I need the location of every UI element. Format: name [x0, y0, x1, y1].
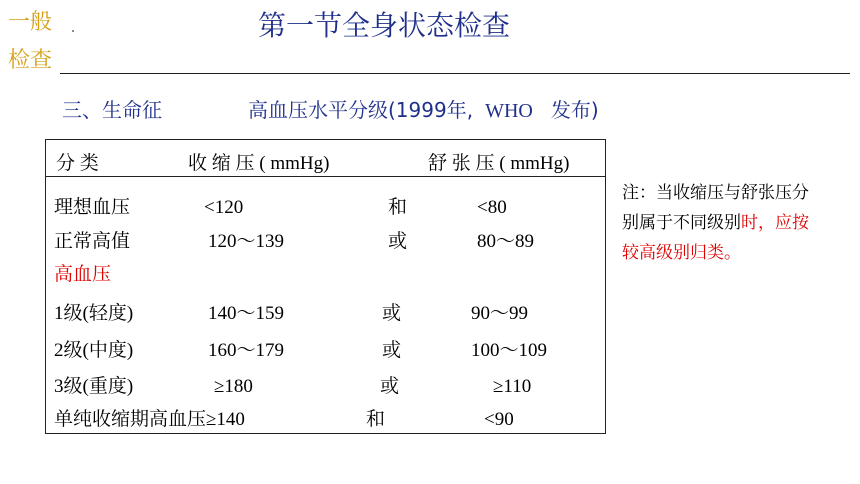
header-diastolic: 舒 张 压 ( mmHg) [428, 153, 570, 174]
footnote-highlight: 时，应按较高级别归类。 [622, 213, 809, 263]
header-rule [60, 73, 850, 74]
blood-pressure-table [45, 139, 606, 434]
header-category: 分 类 [56, 153, 99, 174]
row-category: 3级(重度) [54, 376, 134, 397]
row-systolic: 160～179 [208, 340, 285, 361]
footnote [622, 178, 822, 268]
caption-suffix: 发布) [550, 98, 599, 122]
page-title: 第一节全身状态检查 [258, 9, 511, 42]
row-systolic: 120～139 [208, 231, 285, 252]
row-category: 2级(中度) [54, 340, 134, 361]
row-connector: 或 [382, 303, 402, 324]
row-category: 正常高值 [54, 231, 131, 252]
row-systolic: 140～159 [208, 303, 285, 324]
row-diastolic: ≥110 [493, 376, 532, 397]
row-connector: 或 [388, 231, 408, 252]
row-diastolic: 80～89 [477, 231, 535, 252]
row-category: 单纯收缩期高血压≥140 [54, 409, 245, 430]
row-systolic: <120 [204, 197, 244, 218]
row-diastolic: 100～109 [471, 340, 548, 361]
header-divider [46, 176, 605, 177]
table-caption [248, 94, 599, 123]
header-systolic: 收 缩 压 ( mmHg) [188, 153, 330, 174]
row-connector: 或 [380, 376, 400, 397]
caption-prefix: 高血压水平分级(1999年, [248, 98, 474, 122]
row-diastolic: <80 [477, 197, 507, 218]
row-connector: 或 [382, 340, 402, 361]
row-category: 1级(轻度) [54, 303, 134, 324]
section-heading: 三、生命征 [62, 98, 162, 122]
row-diastolic: <90 [484, 409, 514, 430]
row-category-highlight: 高血压 [54, 264, 112, 285]
corner-label-bottom: 检查 [8, 48, 53, 73]
caption-org: WHO [485, 100, 533, 122]
footnote-text: 注：当收缩压与舒张压分别属于不同级别 [622, 183, 809, 233]
row-category: 理想血压 [54, 197, 131, 218]
row-connector: 和 [366, 409, 386, 430]
corner-label-top: 一般 [8, 10, 53, 35]
row-systolic: ≥180 [214, 376, 253, 397]
decorative-dot [72, 30, 74, 32]
row-connector: 和 [388, 197, 408, 218]
row-diastolic: 90～99 [471, 303, 529, 324]
